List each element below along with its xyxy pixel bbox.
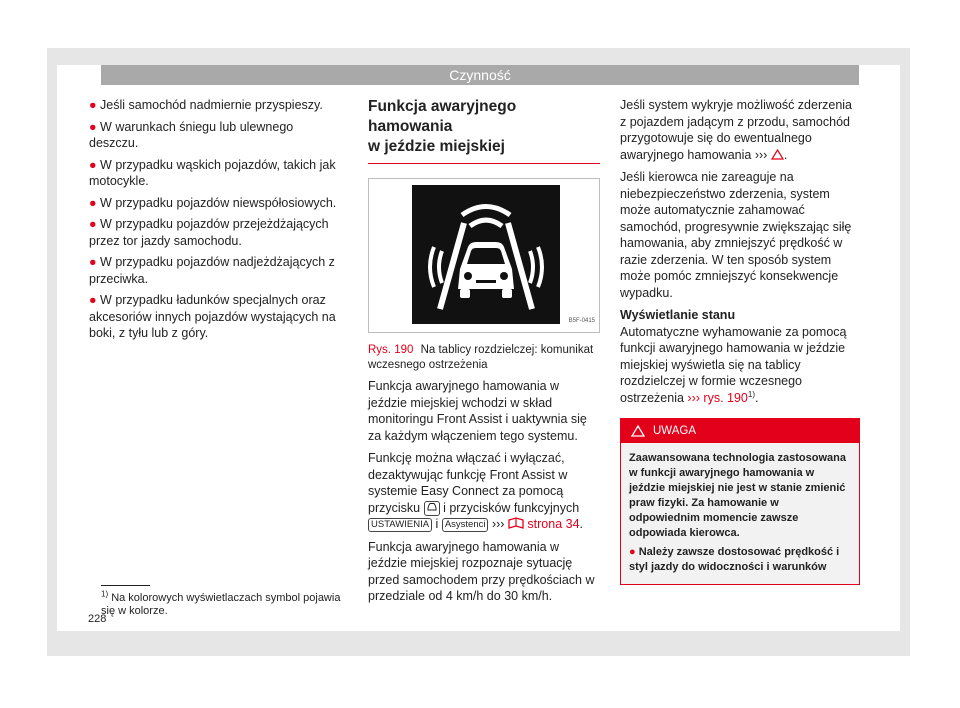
list-item: ● W przypadku pojazdów niewspółosiowych. [89, 195, 337, 210]
page-header: Czynność [101, 65, 859, 85]
bullet-icon: ● [89, 98, 97, 112]
bullet-icon: ● [89, 217, 97, 231]
paragraph: Funkcja awaryjnego hamowania w jeździe miejskiej wchodzi w skład monitoringu Front Assist i uaktywnia się za każdym włączeniem tego systemu. [368, 379, 587, 443]
list-item: ● W warunkach śniegu lub ulewnego deszczu. [89, 119, 294, 150]
car-icon [427, 502, 437, 511]
page-link[interactable]: strona 34 [527, 517, 580, 531]
dashboard-display [412, 185, 560, 324]
page-number: 228 [88, 613, 107, 625]
bullet-icon: ● [89, 195, 97, 210]
figure-code: B5F-0415 [568, 317, 595, 324]
warning-triangle-icon [631, 425, 645, 437]
list-item: ● W przypadku ładunków specjalnych oraz akcesoriów innych pojazdów wystających na boki, z tyłu lub z góry. [89, 293, 336, 340]
paragraph: Automatyczne wyhamowanie za pomocą funkcji awaryjnego hamowania w jeździe miejskiej wyświetla się na tablicy rozdzielczej w formie wczesnego ostrzeżenia ››› rys. 190$^{1)}$. [620, 324, 847, 405]
paragraph: Funkcję można włączać i wyłączać, dezaktywując funkcję Front Assist w systemie Easy Connect za pomocą przycisku i przycisków funkcyjnych USTAWIENIA i Asystenci ››› strona 34. [368, 451, 584, 531]
paragraph: Funkcja awaryjnego hamowania w jeździe miejskiej rozpoznaje sytuację przed samochodem przy prędkościach w przedziale od 4 km/h do 30 km/h. [368, 539, 595, 603]
warning-triangle-icon [771, 149, 784, 160]
list-item: ● W przypadku wąskich pojazdów, takich jak motocykle. [89, 157, 336, 188]
paragraph: Jeśli kierowca nie zareaguje na niebezpieczeństwo zderzenia, system może automatycznie zahamować samochód, progresywnie zwiększając siłę hamowania, aby zmniejszyć prędkość w razie zderzenia. W ten sposób system może pomóc zmniejszyć konsekwencje wypadku. [620, 170, 852, 300]
list-item: ● W przypadku pojazdów przejeżdżających przez tor jazdy samochodu. [89, 217, 329, 248]
right-column [620, 97, 860, 585]
list-item: ● Jeśli samochód nadmiernie przyspieszy. [89, 98, 323, 112]
bullet-icon: ● [89, 157, 97, 172]
bullet-icon: ● [89, 119, 97, 134]
figure-link[interactable]: rys. 190 [703, 390, 748, 405]
list-item: ● W przypadku pojazdów nadjeżdżających z przeciwka. [89, 255, 335, 286]
left-column [89, 97, 344, 347]
warning-box [620, 418, 860, 585]
subheading: Wyświetlanie stanu [620, 308, 736, 322]
middle-column [368, 97, 600, 605]
list-item: ● Należy zawsze dostosować prędkość i styl jazdy do widoczności i warunków [629, 546, 840, 573]
footnote-divider [101, 585, 150, 586]
warning-header: UWAGA [621, 419, 859, 443]
footnote: $^{1)}$ Na kolorowych wyświetlaczach symbol pojawia się w kolorze. [101, 589, 341, 617]
ustawienia-key: USTAWIENIA [368, 518, 432, 532]
paragraph: Jeśli system wykryje możliwość zderzenia z pojazdem jadącym z przodu, samochód przygotowuje się do ewentualnego awaryjnego hamowania ››› . [620, 98, 853, 162]
warning-body: Zaawansowana technologia zastosowana w funkcji awaryjnego hamowania w jeździe miejskiej nie jest w stanie zmienić praw fizyki. Za hamowanie w odpowiednim momencie zawsze odpowiada kierowca. ● Należy zawsze dostosować prędkość i styl jazdy do widoczności i warunków [621, 443, 859, 584]
book-reference-icon [508, 517, 524, 529]
car-key-icon [424, 501, 440, 516]
asystenci-key: Asystenci [442, 518, 489, 532]
car-collision-warning-icon [412, 185, 560, 324]
bullet-icon: ● [89, 255, 97, 269]
figure [368, 178, 600, 333]
section-title: Funkcja awaryjnego hamowania w jeździe miejskiej [368, 97, 600, 164]
figure-caption: Rys. 190 Na tablicy rozdzielczej: komunikat wczesnego ostrzeżenia [368, 344, 594, 371]
bullet-icon: ● [629, 546, 636, 558]
bullet-icon: ● [89, 293, 97, 307]
